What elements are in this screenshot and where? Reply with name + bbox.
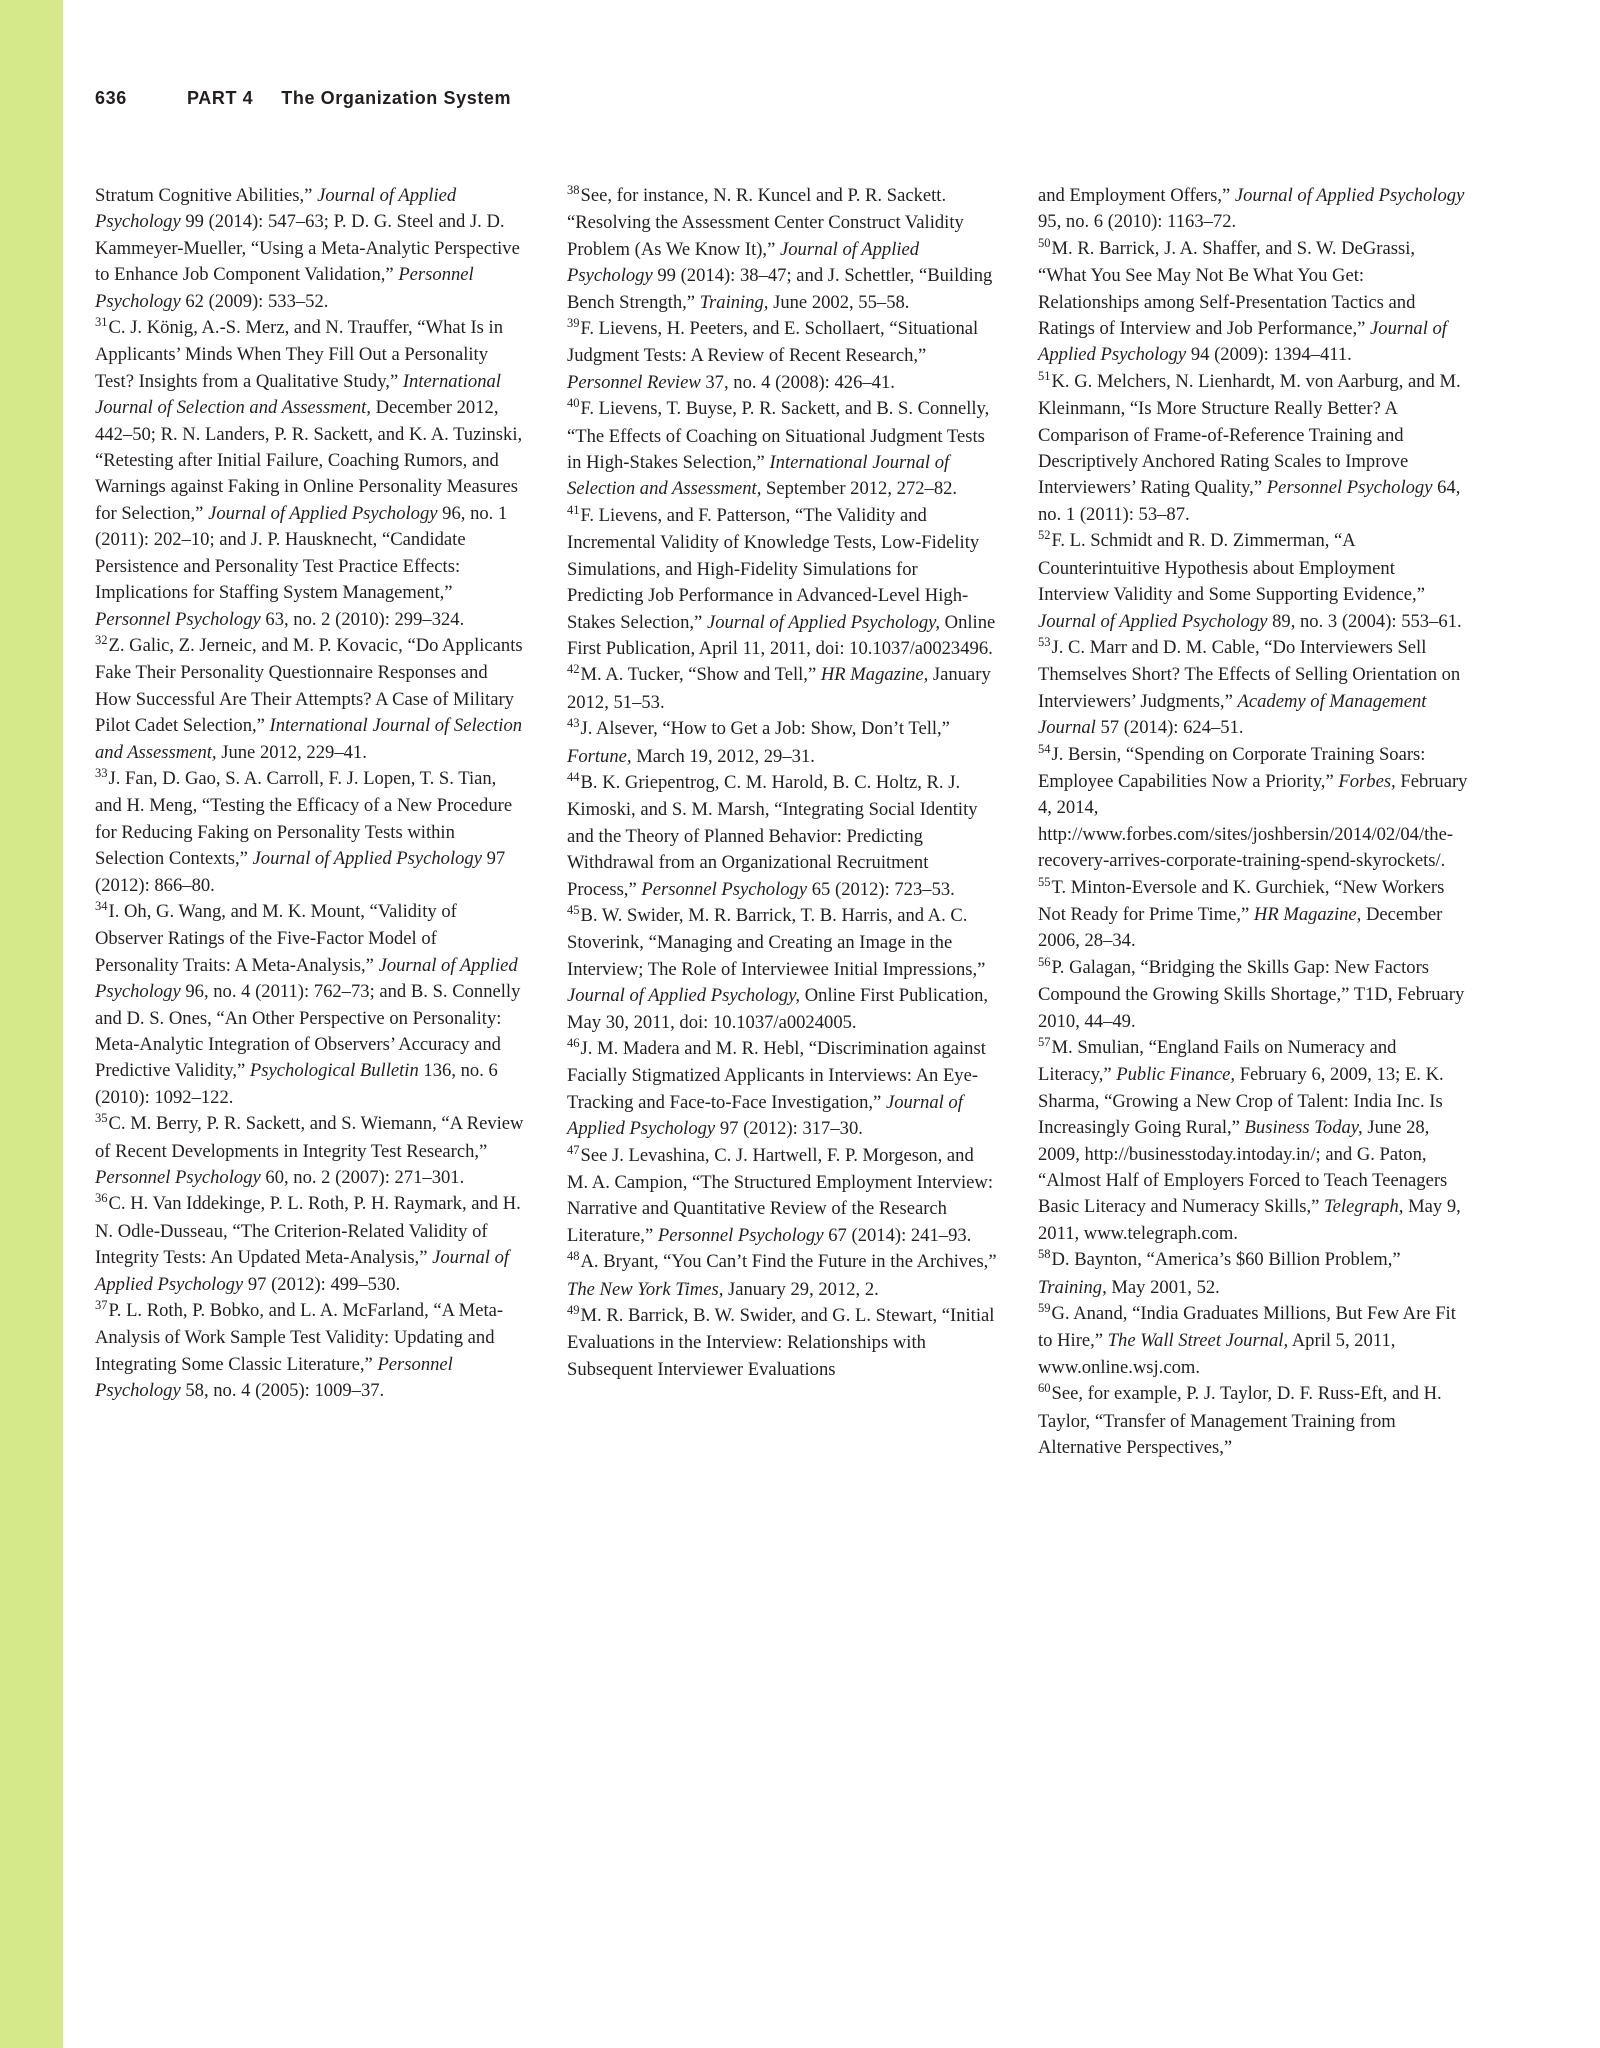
endnote-text: 63, no. 2 (2010): 299–324. xyxy=(260,608,465,630)
endnote-34 xyxy=(95,899,525,1111)
endnote-number: 41 xyxy=(567,502,580,517)
endnote-text: May 2001, 52. xyxy=(1106,1276,1220,1298)
endnote-53 xyxy=(1038,635,1468,742)
endnote-number: 44 xyxy=(567,769,580,784)
endnote-text: December 2006, 28–34. xyxy=(1038,903,1443,952)
endnote-38 xyxy=(567,183,997,316)
endnote-text: B. K. Griepentrog, C. M. Harold, B. C. Holtz, R. J. Kimoski, and S. M. Marsh, “Integrating Social Identity and the Theory of Planned Behavior: Predicting Withdrawal from an Organizational Recruitment Process,” xyxy=(567,771,978,900)
endnote-number: 38 xyxy=(567,183,580,197)
source-title: Personnel Psychology xyxy=(95,608,261,630)
source-title: Public Finance, xyxy=(1116,1064,1236,1086)
endnote-59 xyxy=(1038,1301,1468,1381)
source-title: The New York Times, xyxy=(567,1278,724,1300)
endnote-text: 37, no. 4 (2008): 426–41. xyxy=(700,371,895,393)
endnote-text: 96, no. 4 (2011): 762–73; and B. S. Connelly and D. S. Ones, “An Other Perspective on Personality: Meta-Analytic Integration of Observers’ Accuracy and Predictive Validity,” xyxy=(95,981,521,1082)
endnote-text: 95, no. 6 (2010): 1163–72. xyxy=(1038,211,1237,233)
endnote-text: F. L. Schmidt and R. D. Zimmerman, “A Counterintuitive Hypothesis about Employment Interview Validity and Some Supporting Evidence,” xyxy=(1038,530,1425,606)
source-title: Telegraph, xyxy=(1324,1196,1404,1218)
endnote-39 xyxy=(567,316,997,396)
source-title: HR Magazine, xyxy=(820,664,929,686)
endnote-text: Online First Publication, April 11, 2011, doi: 10.1037/a0023496. xyxy=(567,611,996,659)
endnote-text: P. Galagan, “Bridging the Skills Gap: New Factors Compound the Growing Skills Shortage,” T1D, February 2010, 44–49. xyxy=(1038,956,1465,1032)
endnote-number: 33 xyxy=(95,765,108,780)
endnote-text: 65 (2012): 723–53. xyxy=(807,878,955,900)
endnote-number: 31 xyxy=(95,315,108,330)
running-header xyxy=(95,88,511,109)
source-title: Personnel Psychology xyxy=(95,1353,453,1402)
source-title: Personnel Psychology xyxy=(641,878,808,900)
endnote-text: 67 (2014): 241–93. xyxy=(823,1224,972,1246)
endnote-number: 46 xyxy=(567,1036,580,1050)
source-title: Journal of Applied Psychology xyxy=(95,185,457,233)
source-title: Journal of Applied Psychology xyxy=(95,954,518,1003)
endnote-text: 97 (2012): 317–30. xyxy=(715,1118,863,1140)
endnote-text: and Employment Offers,” xyxy=(1038,185,1235,206)
endnote-number: 40 xyxy=(567,396,580,411)
endnote-text: Online First Publication, May 30, 2011, doi: 10.1037/a0024005. xyxy=(567,985,989,1033)
notes-column-2 xyxy=(567,183,997,1383)
endnote-60 xyxy=(1038,1381,1468,1461)
endnote-text: 96, no. 1 (2011): 202–10; and J. P. Hausknecht, “Candidate Persistence and Personality Test Practice Effects: Implications for Staffing System Management,” xyxy=(95,502,508,604)
endnote-text: September 2012, 272–82. xyxy=(761,478,958,500)
endnote-text: See, for instance, N. R. Kuncel and P. R. Sackett. “Resolving the Assessment Center Construct Validity Problem (As We Know It),” xyxy=(567,185,964,260)
endnote-text: June 2012, 229–41. xyxy=(216,741,367,763)
endnote-text: February 4, 2014, http://www.forbes.com/sites/joshbersin/2014/02/04/the-recovery-arrives-corporate-training-spend-skyrockets/. xyxy=(1038,770,1468,872)
endnote-text: 97 (2012): 866–80. xyxy=(95,848,506,896)
source-title: HR Magazine, xyxy=(1253,903,1362,925)
source-title: International Journal of Selection and Assessment, xyxy=(95,715,523,763)
endnote-number: 58 xyxy=(1038,1247,1051,1262)
endnote-text: 60, no. 2 (2007): 271–301. xyxy=(260,1167,465,1189)
source-title: International Journal of Selection and Assessment, xyxy=(567,452,950,500)
endnote-text: J. C. Marr and D. M. Cable, “Do Interviewers Sell Themselves Short? The Effects of Selling Orientation on Interviewers’ Judgments,” xyxy=(1038,636,1461,712)
source-title: Journal of Applied Psychology xyxy=(1038,318,1447,366)
endnote-47 xyxy=(567,1143,997,1250)
endnote-number: 49 xyxy=(567,1303,580,1318)
endnote-text: C. J. König, A.-S. Merz, and N. Trauffer, “What Is in Applicants’ Minds When They Fill Out a Personality Test? Insights from a Qualitative Study,” xyxy=(95,317,503,392)
endnote-text: F. Lievens, H. Peeters, and E. Schollaert, “Situational Judgment Tests: A Review of Recent Research,” xyxy=(567,318,979,367)
endnote-text: D. Baynton, “America’s $60 Billion Problem,” xyxy=(1051,1249,1401,1271)
side-color-strip xyxy=(0,0,63,2048)
endnote-text: F. Lievens, and F. Patterson, “The Validity and Incremental Validity of Knowledge Tests, Low-Fidelity Simulations, and High-Fidelity Simulations for Predicting Job Performance in Advanced-Level High-Stakes Selection,” xyxy=(567,504,980,633)
endnote-number: 39 xyxy=(567,316,580,331)
source-title: Fortune, xyxy=(567,745,632,767)
endnote-continuation xyxy=(95,183,525,315)
endnote-text: 99 (2014): 547–63; P. D. G. Steel and J. D. Kammeyer-Mueller, “Using a Meta-Analytic Perspective to Enhance Job Component Validation,” xyxy=(95,211,520,286)
endnote-text: January 2012, 51–53. xyxy=(567,664,991,713)
endnote-text: F. Lievens, T. Buyse, P. R. Sackett, and B. S. Connelly, “The Effects of Coaching on Situational Judgment Tests in High-Stakes Selection,” xyxy=(567,398,990,474)
endnote-number: 50 xyxy=(1038,235,1051,250)
endnote-number: 48 xyxy=(567,1249,580,1264)
endnote-number: 54 xyxy=(1038,741,1051,756)
endnote-text: 97 (2012): 499–530. xyxy=(243,1273,401,1295)
endnote-text: See, for example, P. J. Taylor, D. F. Russ-Eft, and H. Taylor, “Transfer of Management Training from Alternative Perspectives,” xyxy=(1038,1383,1442,1459)
endnote-text: March 19, 2012, 29–31. xyxy=(631,745,815,767)
endnote-37 xyxy=(95,1298,525,1405)
endnote-text: J. M. Madera and M. R. Hebl, “Discrimination against Facially Stigmatized Applicants in Interviews: An Eye-Tracking and Face-to-Face Investigation,” xyxy=(567,1038,986,1113)
endnote-text: M. A. Tucker, “Show and Tell,” xyxy=(580,664,821,686)
endnote-36 xyxy=(95,1191,525,1298)
source-title: Personnel Psychology xyxy=(95,264,474,312)
source-title: Journal of Applied Psychology xyxy=(1234,185,1465,206)
endnote-text: January 29, 2012, 2. xyxy=(723,1278,879,1300)
source-title: Training, xyxy=(1038,1276,1107,1298)
endnote-text: Z. Galic, Z. Jerneic, and M. P. Kovacic, “Do Applicants Fake Their Personality Questionnaire Responses and How Successful Are Their Attempts? A Case of Military Pilot Cadet Selection,” xyxy=(95,634,523,737)
endnote-31 xyxy=(95,315,525,633)
endnote-50 xyxy=(1038,236,1468,369)
notes-column-1 xyxy=(95,183,525,1405)
endnote-text: June 28, 2009, http://businesstoday.intoday.in/; and G. Paton, “Almost Half of Employers Forced to Teach Teenagers Basic Literacy and Numeracy Skills,” xyxy=(1038,1117,1448,1218)
endnote-49 xyxy=(567,1303,997,1383)
endnote-42 xyxy=(567,662,997,716)
endnote-number: 34 xyxy=(95,898,108,913)
endnote-number: 60 xyxy=(1038,1381,1051,1396)
endnote-55 xyxy=(1038,875,1468,955)
source-title: Journal of Applied Psychology xyxy=(252,848,482,870)
source-title: Personnel Psychology xyxy=(1266,477,1433,499)
endnote-number: 47 xyxy=(567,1142,580,1157)
endnote-number: 43 xyxy=(567,716,580,731)
source-title: Personnel Review xyxy=(567,371,701,393)
endnote-56 xyxy=(1038,955,1468,1035)
source-title: Academy of Management Journal xyxy=(1038,690,1427,739)
endnote-text: J. Fan, D. Gao, S. A. Carroll, F. J. Lopen, T. S. Tian, and H. Meng, “Testing the Efficacy of a New Procedure for Reducing Faking on Personality Tests within Selection Contexts,” xyxy=(95,767,513,870)
notes-column-3 xyxy=(1038,183,1468,1462)
endnote-number: 36 xyxy=(95,1191,108,1206)
endnote-text: B. W. Swider, M. R. Barrick, T. B. Harris, and A. C. Stoverink, “Managing and Creating an Image in the Interview; The Role of Interviewee Initial Impressions,” xyxy=(567,904,986,980)
source-title: Forbes, xyxy=(1338,770,1396,792)
endnote-text: 94 (2009): 1394–411. xyxy=(1186,344,1352,366)
endnote-number: 45 xyxy=(567,902,580,917)
source-title: The Wall Street Journal, xyxy=(1107,1330,1289,1352)
source-title: Journal of Applied Psychology, xyxy=(706,611,941,633)
endnote-text: M. R. Barrick, B. W. Swider, and G. L. Stewart, “Initial Evaluations in the Interview: Relationships with Subsequent Interviewer Evaluations xyxy=(567,1305,995,1380)
endnote-number: 51 xyxy=(1038,368,1051,383)
endnote-text: Stratum Cognitive Abilities,” xyxy=(95,185,318,206)
endnote-57 xyxy=(1038,1035,1468,1247)
endnote-text: M. Smulian, “England Fails on Numeracy and Literacy,” xyxy=(1038,1037,1397,1086)
source-title: Personnel Psychology xyxy=(95,1167,261,1189)
endnote-text: 58, no. 4 (2005): 1009–37. xyxy=(180,1380,385,1402)
endnote-text: J. Alsever, “How to Get a Job: Show, Don’t Tell,” xyxy=(580,718,950,740)
endnote-45 xyxy=(567,903,997,1036)
endnote-41 xyxy=(567,503,997,662)
source-title: International Journal of Selection and Assessment, xyxy=(95,370,501,419)
source-title: Journal of Applied Psychology, xyxy=(567,985,801,1007)
source-title: Journal of Applied Psychology xyxy=(1038,610,1268,632)
endnote-number: 37 xyxy=(95,1298,108,1313)
endnote-text: T. Minton-Eversole and K. Gurchiek, “New Workers Not Ready for Prime Time,” xyxy=(1038,876,1445,925)
source-title: Personnel Psychology xyxy=(657,1224,824,1246)
source-title: Training, xyxy=(699,291,769,313)
source-title: Psychological Bulletin xyxy=(249,1060,419,1082)
endnote-number: 57 xyxy=(1038,1035,1051,1049)
endnote-text: K. G. Melchers, N. Lienhardt, M. von Aarburg, and M. Kleinmann, “Is More Structure Really Better? A Comparison of Frame-of-Reference Training and Descriptively Anchored Rating Scales to Improve Interviewers’ Rating Quality,” xyxy=(1038,370,1461,499)
section-title: The Organization System xyxy=(281,88,512,108)
endnote-text: See J. Levashina, C. J. Hartwell, F. P. Morgeson, and M. A. Campion, “The Structured Employment Interview: Narrative and Quantitative Review of the Research Literature,” xyxy=(567,1144,994,1246)
endnote-text: June 2002, 55–58. xyxy=(768,291,910,313)
endnote-number: 32 xyxy=(95,632,108,647)
endnote-number: 56 xyxy=(1038,954,1051,969)
endnote-text: May 9, 2011, www.telegraph.com. xyxy=(1038,1196,1461,1244)
endnote-number: 55 xyxy=(1038,874,1051,889)
endnote-43 xyxy=(567,716,997,770)
endnote-text: G. Anand, “India Graduates Millions, But Few Are Fit to Hire,” xyxy=(1038,1303,1456,1352)
endnote-text: 64, no. 1 (2011): 53–87. xyxy=(1038,477,1461,525)
part-label: PART 4 xyxy=(187,88,254,108)
endnote-text: P. L. Roth, P. Bobko, and L. A. McFarland, “A Meta-Analysis of Work Sample Test Validity: Updating and Integrating Some Classic Literature,” xyxy=(95,1300,504,1375)
endnote-number: 52 xyxy=(1038,528,1051,543)
endnote-text: I. Oh, G. Wang, and M. K. Mount, “Validity of Observer Ratings of the Five-Factor Model of Personality Traits: A Meta-Analysis,” xyxy=(95,900,457,976)
endnote-48 xyxy=(567,1249,997,1303)
endnote-text: J. Bersin, “Spending on Corporate Training Soars: Employee Capabilities Now a Priority,” xyxy=(1038,743,1426,792)
endnote-text: C. H. Van Iddekinge, P. L. Roth, P. H. Raymark, and H. N. Odle-Dusseau, “The Criterion-Related Validity of Integrity Tests: An Updated Meta-Analysis,” xyxy=(95,1193,521,1269)
endnote-40 xyxy=(567,396,997,503)
endnote-text: 57 (2014): 624–51. xyxy=(1095,717,1244,739)
source-title: Journal of Applied Psychology xyxy=(95,1247,510,1295)
endnote-number: 42 xyxy=(567,662,580,677)
page-number: 636 xyxy=(95,88,127,108)
endnote-35 xyxy=(95,1111,525,1191)
endnote-text: December 2012, 442–50; R. N. Landers, P. R. Sackett, and K. A. Tuzinski, “Retesting after Initial Failure, Coaching Rumors, and Warnings against Faking in Online Personality Measures for Selection,” xyxy=(95,397,523,524)
endnote-continuation xyxy=(1038,183,1468,236)
endnote-text: April 5, 2011, www.online.wsj.com. xyxy=(1038,1330,1396,1378)
source-title: Business Today, xyxy=(1244,1117,1363,1139)
endnote-58 xyxy=(1038,1247,1468,1301)
endnote-52 xyxy=(1038,528,1468,635)
endnote-33 xyxy=(95,766,525,899)
source-title: Journal of Applied Psychology xyxy=(567,1091,963,1140)
endnote-text: 89, no. 3 (2004): 553–61. xyxy=(1267,610,1462,632)
endnote-54 xyxy=(1038,742,1468,875)
endnote-text: 136, no. 6 (2010): 1092–122. xyxy=(95,1060,498,1108)
endnote-44 xyxy=(567,770,997,903)
endnote-text: C. M. Berry, P. R. Sackett, and S. Wiemann, “A Review of Recent Developments in Integrity Test Research,” xyxy=(95,1113,524,1162)
endnote-text: February 6, 2009, 13; E. K. Sharma, “Growing a New Crop of Talent: India Inc. Is Increasingly Going Rural,” xyxy=(1038,1064,1444,1139)
endnote-number: 59 xyxy=(1038,1301,1051,1316)
endnote-text: A. Bryant, “You Can’t Find the Future in the Archives,” xyxy=(580,1251,997,1273)
source-title: Journal of Applied Psychology xyxy=(208,502,438,524)
endnote-46 xyxy=(567,1036,997,1143)
endnote-number: 53 xyxy=(1038,634,1051,649)
endnote-51 xyxy=(1038,369,1468,528)
endnote-text: M. R. Barrick, J. A. Shaffer, and S. W. DeGrassi, “What You See May Not Be What You Get: Relationships among Self-Presentation Tactics and Ratings of Interview and Job Performance,” xyxy=(1038,237,1416,340)
endnote-text: 62 (2009): 533–52. xyxy=(180,290,329,312)
endnote-text: 99 (2014): 38–47; and J. Schettler, “Building Bench Strength,” xyxy=(567,265,993,313)
endnote-32 xyxy=(95,633,525,766)
endnote-number: 35 xyxy=(95,1111,108,1126)
source-title: Journal of Applied Psychology xyxy=(567,238,920,287)
